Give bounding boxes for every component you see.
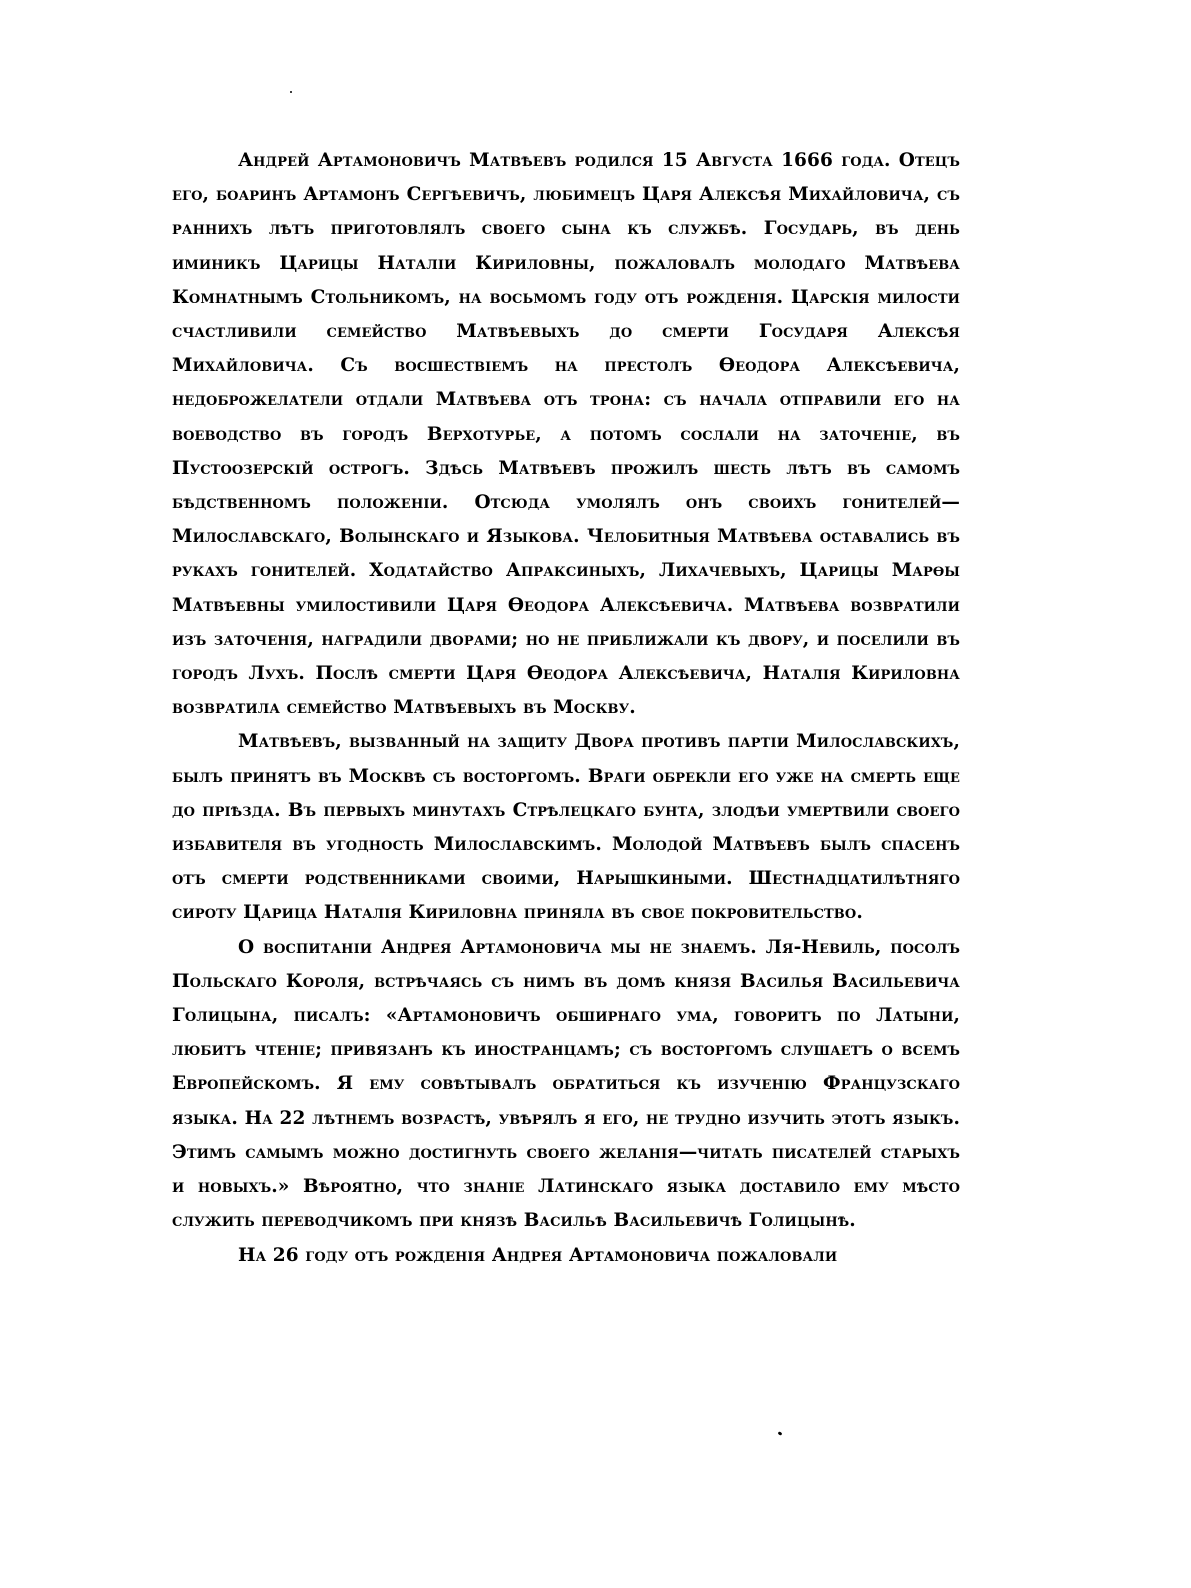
paragraph-3: О воспитаніи Андрея Артамоновича мы не знаемъ. Ля-Невиль, посолъ Польскаго Короля, встрѣчаясь съ нимъ въ домѣ князя Василья Васильевича Голицына, писалъ: «Артамоновичъ обширнаго ума, говоритъ по Латыни, любитъ чтеніе; привязанъ къ иностранцамъ; съ восторгомъ слушаетъ о всемъ Европейскомъ. Я ему совѣтывалъ обратиться къ изученію Французскаго языка. На 22 лѣтнемъ возрастѣ, увѣрялъ я его, не трудно изучить этотъ языкъ. Этимъ самымъ можно достигнуть своего желанія—читать писателей старыхъ и новыхъ.» Вѣроятно, что знаніе Латинскаго языка доставило ему мѣсто служить переводчикомъ при князѣ Васильѣ Васильевичѣ Голицынѣ. — [172, 936, 960, 1232]
page-body-text — [172, 144, 960, 1273]
ink-speck — [290, 91, 292, 93]
ink-speck — [778, 1431, 783, 1436]
paragraph-4: На 26 году отъ рожденія Андрея Артамоновича пожаловали — [238, 1244, 838, 1266]
paragraph-1: Андрей Артамоновичъ Матвѣевъ родился 15 Августа 1666 года. Отецъ его, боаринъ Артамонъ Сергѣевичъ, любимецъ Царя Алексѣя Михайловича, съ раннихъ лѣтъ приготовлялъ своего сына къ службѣ. Государь, въ день иминикъ Царицы Наталіи Кириловны, пожаловалъ молодаго Матвѣева Комнатнымъ Стольникомъ, на восьмомъ году отъ рожденія. Царскія милости счастливили семейство Матвѣевыхъ до смерти Государя Алексѣя Михайловича. Съ восшествіемъ на престолъ Өеодора Алексѣевича, недоброжелатели отдали Матвѣева отъ трона: съ начала отправили его на воеводство въ городъ Верхотурье, а потомъ сослали на заточеніе, въ Пустоозерскій острогъ. Здѣсь Матвѣевъ прожилъ шесть лѣтъ въ самомъ бѣдственномъ положеніи. Отсюда умолялъ онъ своихъ гонителей—Милославскаго, Волынскаго и Языкова. Челобитныя Матвѣева оставались въ рукахъ гонителей. Ходатайство Апраксиныхъ, Лихачевыхъ, Царицы Марөы Матвѣевны умилостивили Царя Өеодора Алексѣевича. Матвѣева возвратили изъ заточенія, наградили дворами; но не приближали къ двору, и поселили въ городъ Лухъ. Послѣ смерти Царя Өеодора Алексѣевича, Наталія Кириловна возвратила семейство Матвѣевыхъ въ Москву. — [172, 150, 960, 719]
paragraph-2: Матвѣевъ, вызванный на защиту Двора противъ партіи Милославскихъ, былъ принятъ въ Москвѣ съ восторгомъ. Враги обрекли его уже на смерть еще до пріѣзда. Въ первыхъ минутахъ Стрѣлецкаго бунта, злодѣи умертвили своего избавителя въ угодность Милославскимъ. Молодой Матвѣевъ былъ спасенъ отъ смерти родственниками своими, Нарышкиными. Шестнадцатилѣтняго сироту Царица Наталія Кириловна приняла въ свое покровительство. — [172, 731, 960, 924]
